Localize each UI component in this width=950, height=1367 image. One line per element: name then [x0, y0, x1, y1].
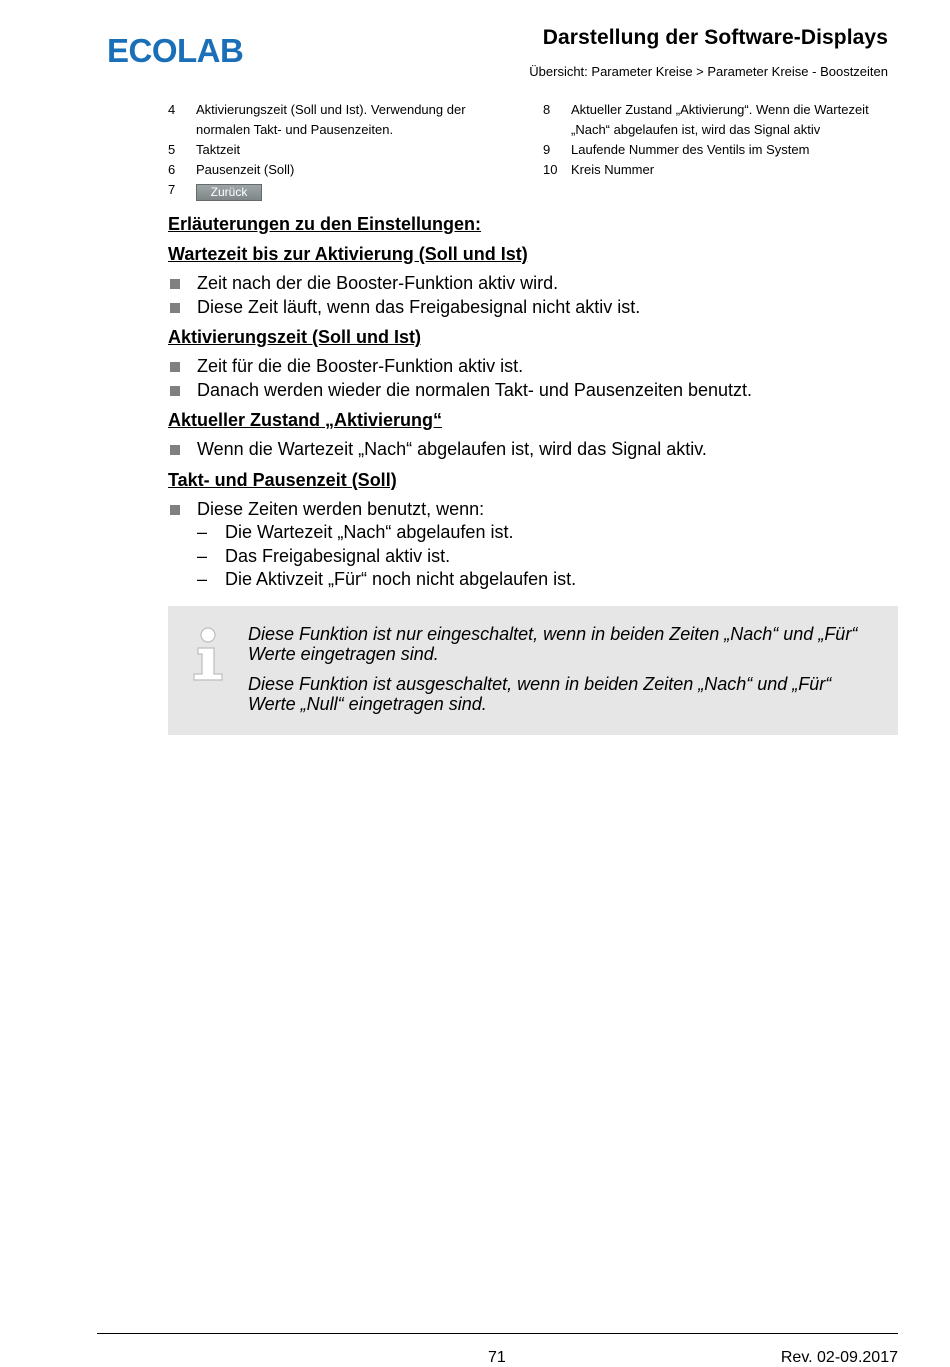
list-item	[168, 296, 898, 320]
legend-item	[168, 180, 508, 202]
legend-number: 10	[543, 162, 558, 177]
list-item	[168, 355, 898, 379]
square-bullet-icon	[170, 362, 180, 372]
list-item-text: Diese Zeit läuft, wenn das Freigabesignal nicht aktiv ist.	[197, 296, 641, 317]
sub-list-item	[168, 545, 898, 569]
back-button[interactable]: Zurück	[196, 184, 262, 201]
legend-number: 5	[168, 142, 176, 157]
legend-text: Taktzeit	[196, 142, 241, 157]
legend-text	[196, 180, 508, 202]
list-item	[168, 498, 898, 522]
page-number: 71	[488, 1349, 506, 1366]
intro-heading: Erläuterungen zu den Einstellungen:	[168, 214, 482, 234]
legend-item	[543, 140, 893, 160]
legend-text: Laufende Nummer des Ventils im System	[571, 142, 810, 157]
note-paragraph: Diese Funktion ist nur eingeschaltet, wenn in beiden Zeiten „Nach“ und „Für“ Werte eingetragen sind.	[248, 624, 858, 664]
legend-item	[168, 140, 508, 160]
bullet-list	[168, 498, 898, 522]
list-item-text: Zeit für die die Booster-Funktion aktiv ist.	[197, 356, 524, 376]
square-bullet-icon	[170, 445, 180, 455]
square-bullet-icon	[170, 279, 180, 289]
dash-bullet-icon: –	[197, 522, 208, 542]
dash-bullet-icon: –	[197, 545, 208, 566]
legend-number: 9	[543, 142, 551, 157]
bullet-list	[168, 355, 898, 402]
legend-item	[543, 160, 893, 180]
legend-text: Kreis Nummer	[571, 162, 655, 177]
sub-list-item	[168, 521, 898, 545]
square-bullet-icon	[170, 505, 180, 515]
section-heading-zustand: Aktueller Zustand „Aktivierung“	[168, 410, 443, 430]
legend-item	[168, 100, 508, 140]
info-note	[168, 606, 898, 735]
section-heading-takt-pausenzeit: Takt- und Pausenzeit (Soll)	[168, 469, 397, 490]
legend-number: 7	[168, 182, 176, 197]
legend-item	[168, 160, 508, 180]
list-item-text: Wenn die Wartezeit „Nach“ abgelaufen ist, wird das Signal aktiv.	[197, 439, 707, 459]
legend-text: Aktivierungszeit (Soll und Ist). Verwendung der normalen Takt- und Pausenzeiten.	[196, 102, 466, 137]
section-heading-wartezeit: Wartezeit bis zur Aktivierung (Soll und Ist)	[168, 244, 528, 264]
legend-number: 8	[543, 102, 551, 117]
list-item-text: Zeit nach der die Booster-Funktion aktiv wird.	[197, 273, 559, 293]
list-item	[168, 438, 898, 462]
legend-number: 4	[168, 102, 176, 117]
list-item	[168, 379, 898, 403]
note-paragraph: Diese Funktion ist ausgeschaltet, wenn in beiden Zeiten „Nach“ und „Für“ Werte „Null“ eingetragen sind.	[248, 674, 832, 714]
page-title: Darstellung der Software-Displays	[542, 26, 888, 49]
sub-list-item-text: Die Wartezeit „Nach“ abgelaufen ist.	[225, 522, 514, 542]
dash-bullet-icon: –	[197, 569, 208, 589]
legend-text: Pausenzeit (Soll)	[196, 162, 295, 177]
note-text	[248, 624, 878, 724]
svg-text:ECOLAB: ECOLAB	[107, 33, 244, 67]
revision-label: Rev. 02-09.2017	[780, 1349, 898, 1366]
section-heading-aktivierungszeit: Aktivierungszeit (Soll und Ist)	[168, 327, 422, 347]
footer-divider	[97, 1333, 898, 1334]
legend-number: 6	[168, 162, 176, 177]
legend-left	[168, 100, 508, 202]
bullet-list	[168, 438, 898, 462]
list-item-text: Diese Zeiten werden benutzt, wenn:	[197, 498, 485, 519]
list-item-text: Danach werden wieder die normalen Takt- und Pausenzeiten benutzt.	[197, 379, 753, 400]
square-bullet-icon	[170, 386, 180, 396]
sub-list	[168, 521, 898, 592]
info-icon	[192, 626, 226, 682]
ecolab-logo	[107, 33, 257, 67]
legend-right	[543, 100, 893, 180]
sub-list-item-text: Das Freigabesignal aktiv ist.	[225, 545, 451, 566]
list-item	[168, 272, 898, 296]
settings-explanations	[168, 212, 898, 592]
legend-item	[543, 100, 893, 140]
sub-list-item-text: Die Aktivzeit „Für“ noch nicht abgelaufen ist.	[225, 569, 577, 589]
square-bullet-icon	[170, 303, 180, 313]
legend-text: Aktueller Zustand „Aktivierung“. Wenn die Wartezeit „Nach“ abgelaufen ist, wird das Signal aktiv	[571, 102, 869, 137]
breadcrumb: Übersicht: Parameter Kreise > Parameter Kreise - Boostzeiten	[529, 64, 888, 79]
sub-list-item	[168, 568, 898, 592]
bullet-list	[168, 272, 898, 319]
